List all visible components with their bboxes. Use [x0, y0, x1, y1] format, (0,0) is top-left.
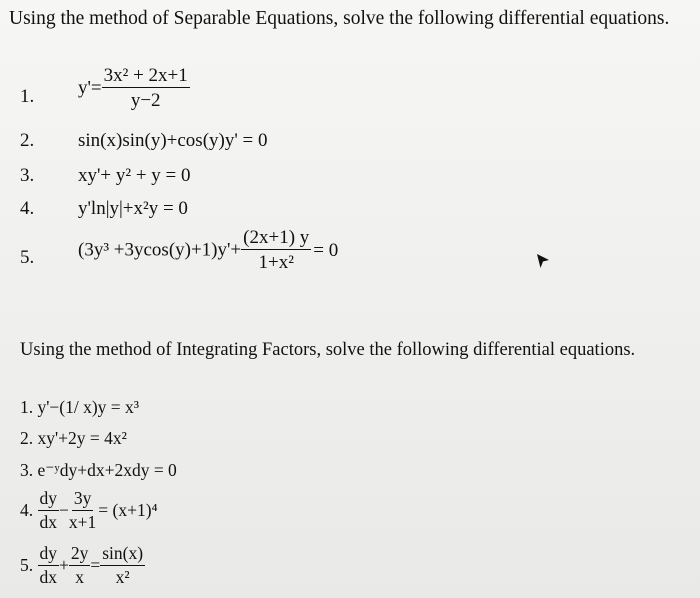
s2-item-2	[20, 430, 127, 448]
s2-item-5	[20, 545, 145, 586]
s1-equation-2: sin(x)sin(y)+cos(y)y' = 0	[78, 130, 268, 151]
s2-item-3-equation: e⁻ʸdy+dx+2xdy = 0	[37, 460, 177, 480]
s2-item-4-frac1-num: dy	[38, 490, 60, 511]
s2-item-4-frac1	[38, 490, 60, 531]
eq1-fraction	[102, 66, 190, 110]
s2-item-2-number: 2.	[20, 428, 34, 448]
s2-item-5-frac2-den: x	[75, 566, 84, 587]
s1-number-5: 5.	[20, 247, 35, 268]
eq1-lhs: y'=	[78, 77, 102, 99]
s2-item-4-frac2-num: 3y	[72, 490, 94, 511]
s2-item-5-frac1-num: dy	[38, 545, 60, 566]
eq5-lhs: (3y³ +3ycos(y)+1)y'+	[78, 239, 242, 261]
s2-item-4-minus: −	[59, 499, 69, 520]
s1-number-1: 1.	[20, 86, 35, 107]
s2-item-5-frac3	[100, 545, 145, 586]
s2-item-4-frac1-den: dx	[39, 511, 57, 532]
s1-equation-1	[78, 66, 190, 110]
s1-number-4: 4.	[20, 198, 35, 219]
eq5-rhs: = 0	[313, 239, 339, 261]
s2-item-4-frac2-den: x+1	[68, 511, 97, 532]
s2-item-4-rhs: = (x+1)⁴	[98, 499, 158, 520]
s2-item-4	[20, 490, 158, 531]
s2-item-1-equation: y'−(1/ x)y = x³	[37, 397, 140, 417]
s1-equation-3: xy'+ y² + y = 0	[78, 165, 191, 186]
s1-number-3: 3.	[20, 165, 35, 186]
mouse-pointer-icon	[536, 253, 550, 269]
s2-item-4-number: 4.	[20, 499, 34, 520]
s2-item-5-frac1	[38, 545, 60, 586]
s2-item-2-equation: xy'+2y = 4x²	[37, 428, 127, 448]
section2-heading: Using the method of Integrating Factors, solve the following differential equations.	[20, 340, 636, 360]
s2-item-5-number: 5.	[20, 554, 34, 575]
s2-item-5-frac2	[69, 545, 91, 586]
eq1-numerator: 3x² + 2x+1	[103, 65, 188, 86]
eq1-denominator: y−2	[130, 90, 161, 111]
s1-equation-5	[78, 228, 338, 272]
s1-equation-4: y'ln|y|+x²y = 0	[78, 198, 188, 219]
s2-item-1-number: 1.	[20, 397, 34, 417]
eq5-fraction	[241, 228, 311, 272]
s1-number-2: 2.	[20, 130, 35, 151]
s2-item-5-frac3-num: sin(x)	[100, 545, 145, 566]
s2-item-3	[20, 462, 177, 480]
eq5-numerator: (2x+1) y	[243, 227, 310, 248]
s2-item-5-plus: +	[59, 554, 69, 575]
section1-heading: Using the method of Separable Equations, solve the following differential equations.	[9, 8, 670, 29]
eq5-denominator: 1+x²	[258, 252, 294, 273]
s2-item-5-frac2-num: 2y	[69, 545, 91, 566]
s2-item-5-frac3-den: x²	[115, 566, 130, 587]
s2-item-1	[20, 399, 139, 417]
s2-item-4-frac2	[69, 490, 96, 531]
s2-item-5-equals: =	[90, 554, 101, 575]
s2-item-5-frac1-den: dx	[39, 566, 57, 587]
s2-item-3-number: 3.	[20, 460, 34, 480]
